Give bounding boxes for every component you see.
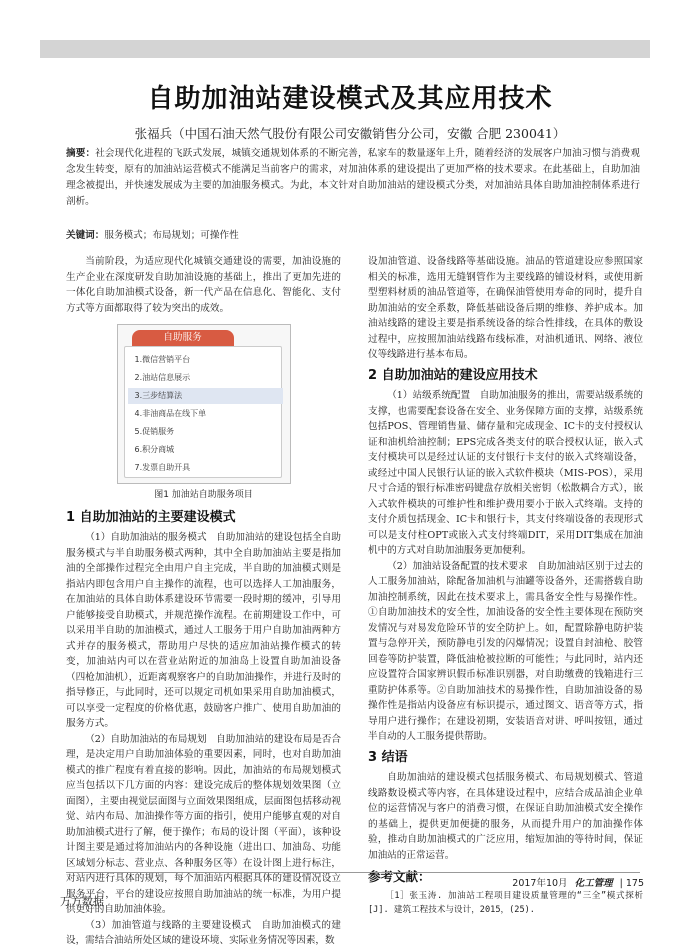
figure-menu-item: 3.三步结算法 [128, 388, 283, 404]
abstract-text: 社会现代化进程的飞跃式发展，城镇交通规划体系的不断完善，私家车的数量逐年上升，随着经济的发展客户加油习惯与消费观念发生转变，原有的加油站运营模式不能满足当前客户的需求，对加油体系的建设提出了更加严格的技术要求。在此基础上，自助加油理念被提出，并快速发展成为主要的加油服务模式。为此，本文针对自助加油站的建设模式分类，对加油站具体自助加油控制体系进行剖析。 [66, 148, 641, 207]
intro-paragraph: 当前阶段，为适应现代化城镇交通建设的需要，加油设施的生产企业在深度研发自助加油设施的基础上，推出了更加先进的一体化自助加油模式设备，新一代产品在信息化、智能化、支付方式等方面都取得了较为突出的成效。 [66, 256, 341, 314]
right-column [368, 254, 643, 917]
figure-menu [124, 346, 282, 478]
section-1-paragraph-1: （1）自助加油站的服务模式 自助加油站的建设包括全自助服务模式与半自助服务模式两种，其中全自助加油站主要是指加油的全部操作过程完全由用户自主完成，半自助的加油模式则是指站内即包含用户自主操作的流程，也可以选择人工加油服务，在加油站的具体自助体系建设环节需要一段时期的缓冲，引导用户能够接受自助模式，并规范操作流程。在前期建设工作中，可以采用半自助的加油模式，通过人工服务于用户自助加油两种方式并存的服务模式，帮助用户尽快的适应加油站操作模式的转变，加油站内可以在营业站附近的加油岛上设置自助加油设备（四枪加油机），近距离观察客户的自助加油操作，并进行及时的指导修正，与此同时，还可以规定司机如果采用自助加油模式，可以享受一定程度的价格优惠，鼓励客户推广、使用自助加油的服务方式。 [66, 532, 341, 729]
figure-menu-item: 1.微信营销平台 [134, 355, 191, 364]
figure-menu-item: 2.油站信息展示 [134, 373, 191, 382]
section-2-paragraph-1: （1）站级系统配置 自助加油服务的推出，需要站级系统的支撑，也需要配套设备在安全、业务保障方面的支撑，站级系统包括POS、管理销售量、储存量和完成现金、IC卡的支付授权认证和油机给油控制；EPS完成各类支付的联合授权认证，嵌入式支付模块可以是经过认证的支付银行卡支付的嵌入式终端设备，或经过中国人民银行认证的嵌入式软件模块（MIS-POS），采用尺寸合适的银行标准密码键盘存放相关密钥（松散耦合方式），嵌入式软件模块的可维护性和维护费用要小于嵌入式终端。支持的支付介质包括现金、IC卡和银行卡，其支付终端设备的表现形式可以是支付柱OPT或嵌入式支付终端DIT，采用DIT集成在加油机中的方式对自助加油服务更加便利。 [368, 390, 643, 556]
figure-self-service [117, 324, 291, 484]
section-2-heading: 2 自助加油站的建设应用技术 [368, 367, 538, 383]
abstract [66, 146, 640, 210]
issue-date: 2017年10月 [512, 878, 568, 889]
header-bar [40, 40, 650, 58]
page-title: 自助加油站建设模式及其应用技术 [147, 84, 553, 114]
keywords [66, 227, 640, 241]
page-footer [512, 875, 644, 889]
keywords-text: 服务模式；布局规划；可操作性 [104, 230, 239, 241]
section-3-heading: 3 结语 [368, 749, 408, 765]
conclusion-paragraph: 自助加油站的建设模式包括服务模式、布局规划模式、管道线路数设模式等内容，在具体建设过程中，应结合成品油企业单位的运营情况与客户的消费习惯，在保证自助加油模式安全操作的基础上，提供更加便捷的服务，从而提升用户的加油操作体验，推动自助加油模式的广泛应用，缩短加油的等待时间，保证加油站的正常运营。 [368, 772, 643, 861]
reference-item: ［1］张玉涛. 加油站工程项目建设质量管理的“三全”模式探析[J]. 建筑工程技术与设计，2015，(25). [368, 890, 643, 915]
abstract-label: 摘要： [66, 148, 96, 159]
figure-header: 自助服务 [132, 330, 234, 346]
figure-menu-item: 7.发票自助开具 [134, 463, 191, 472]
footer-divider [66, 872, 640, 873]
page-number: 175 [625, 878, 644, 889]
figure-caption: 图1 加油站自助服务项目 [154, 490, 253, 500]
figure-menu-item: 5.促销服务 [134, 427, 175, 436]
section-2-paragraph-2: （2）加油站设备配置的技术要求 自助加油站区别于过去的人工服务加油站，除配备加油机与油罐等设备外，还需搭载自助加油控制系统，因此在技术要求上，需具备安全性与易操作性。①自助加油技术的安全性，加油设备的安全性主要体现在预防突发情况与对易发危险环节的安全防护上。如，配置除静电防护装置与急停开关，预防静电引发的闪爆情况；设置自封油枪、胶管回卷等防护装置，降低油枪被拉断的可能性；与此同时，站内还应设置符合国家辨识假币标准识别器，对自助缴费的钱箱进行三重防护体系等。②自助加油技术的易操作性，自助加油设备的易操作性是指站内设备应有标识提示，通过图文、语音等方式，指导用户进行操作；在建设初期，安装语音对讲、呼叫按钮，通过半自动的人工服务提供帮助。 [368, 560, 643, 742]
section-1-heading: 1 自助加油站的主要建设模式 [66, 509, 236, 525]
continued-paragraph: 设加油管道、设备线路等基础设施。油品的管道建设应参照国家相关的标准，选用无缝钢管作为主要线路的铺设材料，或使用新型塑料材质的油品管道等，在确保油管使用寿命的同时，提升自助加油站的安全系数，降低基础设备后期的维修、养护成本。加油站线路的建设主要是指系统设备的综合性排线，在具体的敷设过程中，应按照加油站线路布线标准，对油机通讯、网络、液位仪等线路进行基本布局。 [368, 256, 643, 360]
watermark-text: 万方数据 [60, 895, 104, 908]
author-line: 张福兵（中国石油天然气股份有限公司安徽销售分公司，安徽 合肥 230041） [134, 126, 566, 141]
references-heading: 参考文献： [368, 869, 431, 884]
left-column [66, 254, 341, 949]
magazine-name: 化工管理 [574, 878, 613, 889]
figure-menu-item: 6.积分商城 [134, 445, 175, 454]
section-1-paragraph-2: （2）自助加油站的布局规划 自助加油站的建设布局是否合理，是决定用户自助加油体验的重要因素，同时，也对自助加油模式的推广程度有着直接的影响。因此，加油站的布局规划模式应当包括以下几方面的内容：建设完成后的整体规划效果图（立面图），主要由视觉层面图与立面效果图组成，层面图包括移动视觉、站内布局、加油操作等方面的指引，使用户能够直观的对自助加油模式进行了解，便于操作；布局的设计图（平面），该种设计图主要是通过将加油站内的各种设施（进出口、加油岛、功能区域划分标志、营业点、各种服务区等）在设计图上进行标注，对站内进行具体的规划，每个加油站内根据具体的建设情况设立服务平台，平台的建设应按照自助加油站的统一标准，为用户提供更好的自助加油体验。 [66, 733, 341, 915]
figure-menu-item: 4.非油商品在线下单 [134, 409, 207, 418]
keywords-label: 关键词： [66, 230, 105, 241]
footer-separator: | [619, 878, 623, 889]
section-1-paragraph-3: （3）加油管道与线路的主要建设模式 自助加油模式的建设，需结合油站所处区域的建设环境、实际业务情况等因素，数 [66, 919, 341, 946]
